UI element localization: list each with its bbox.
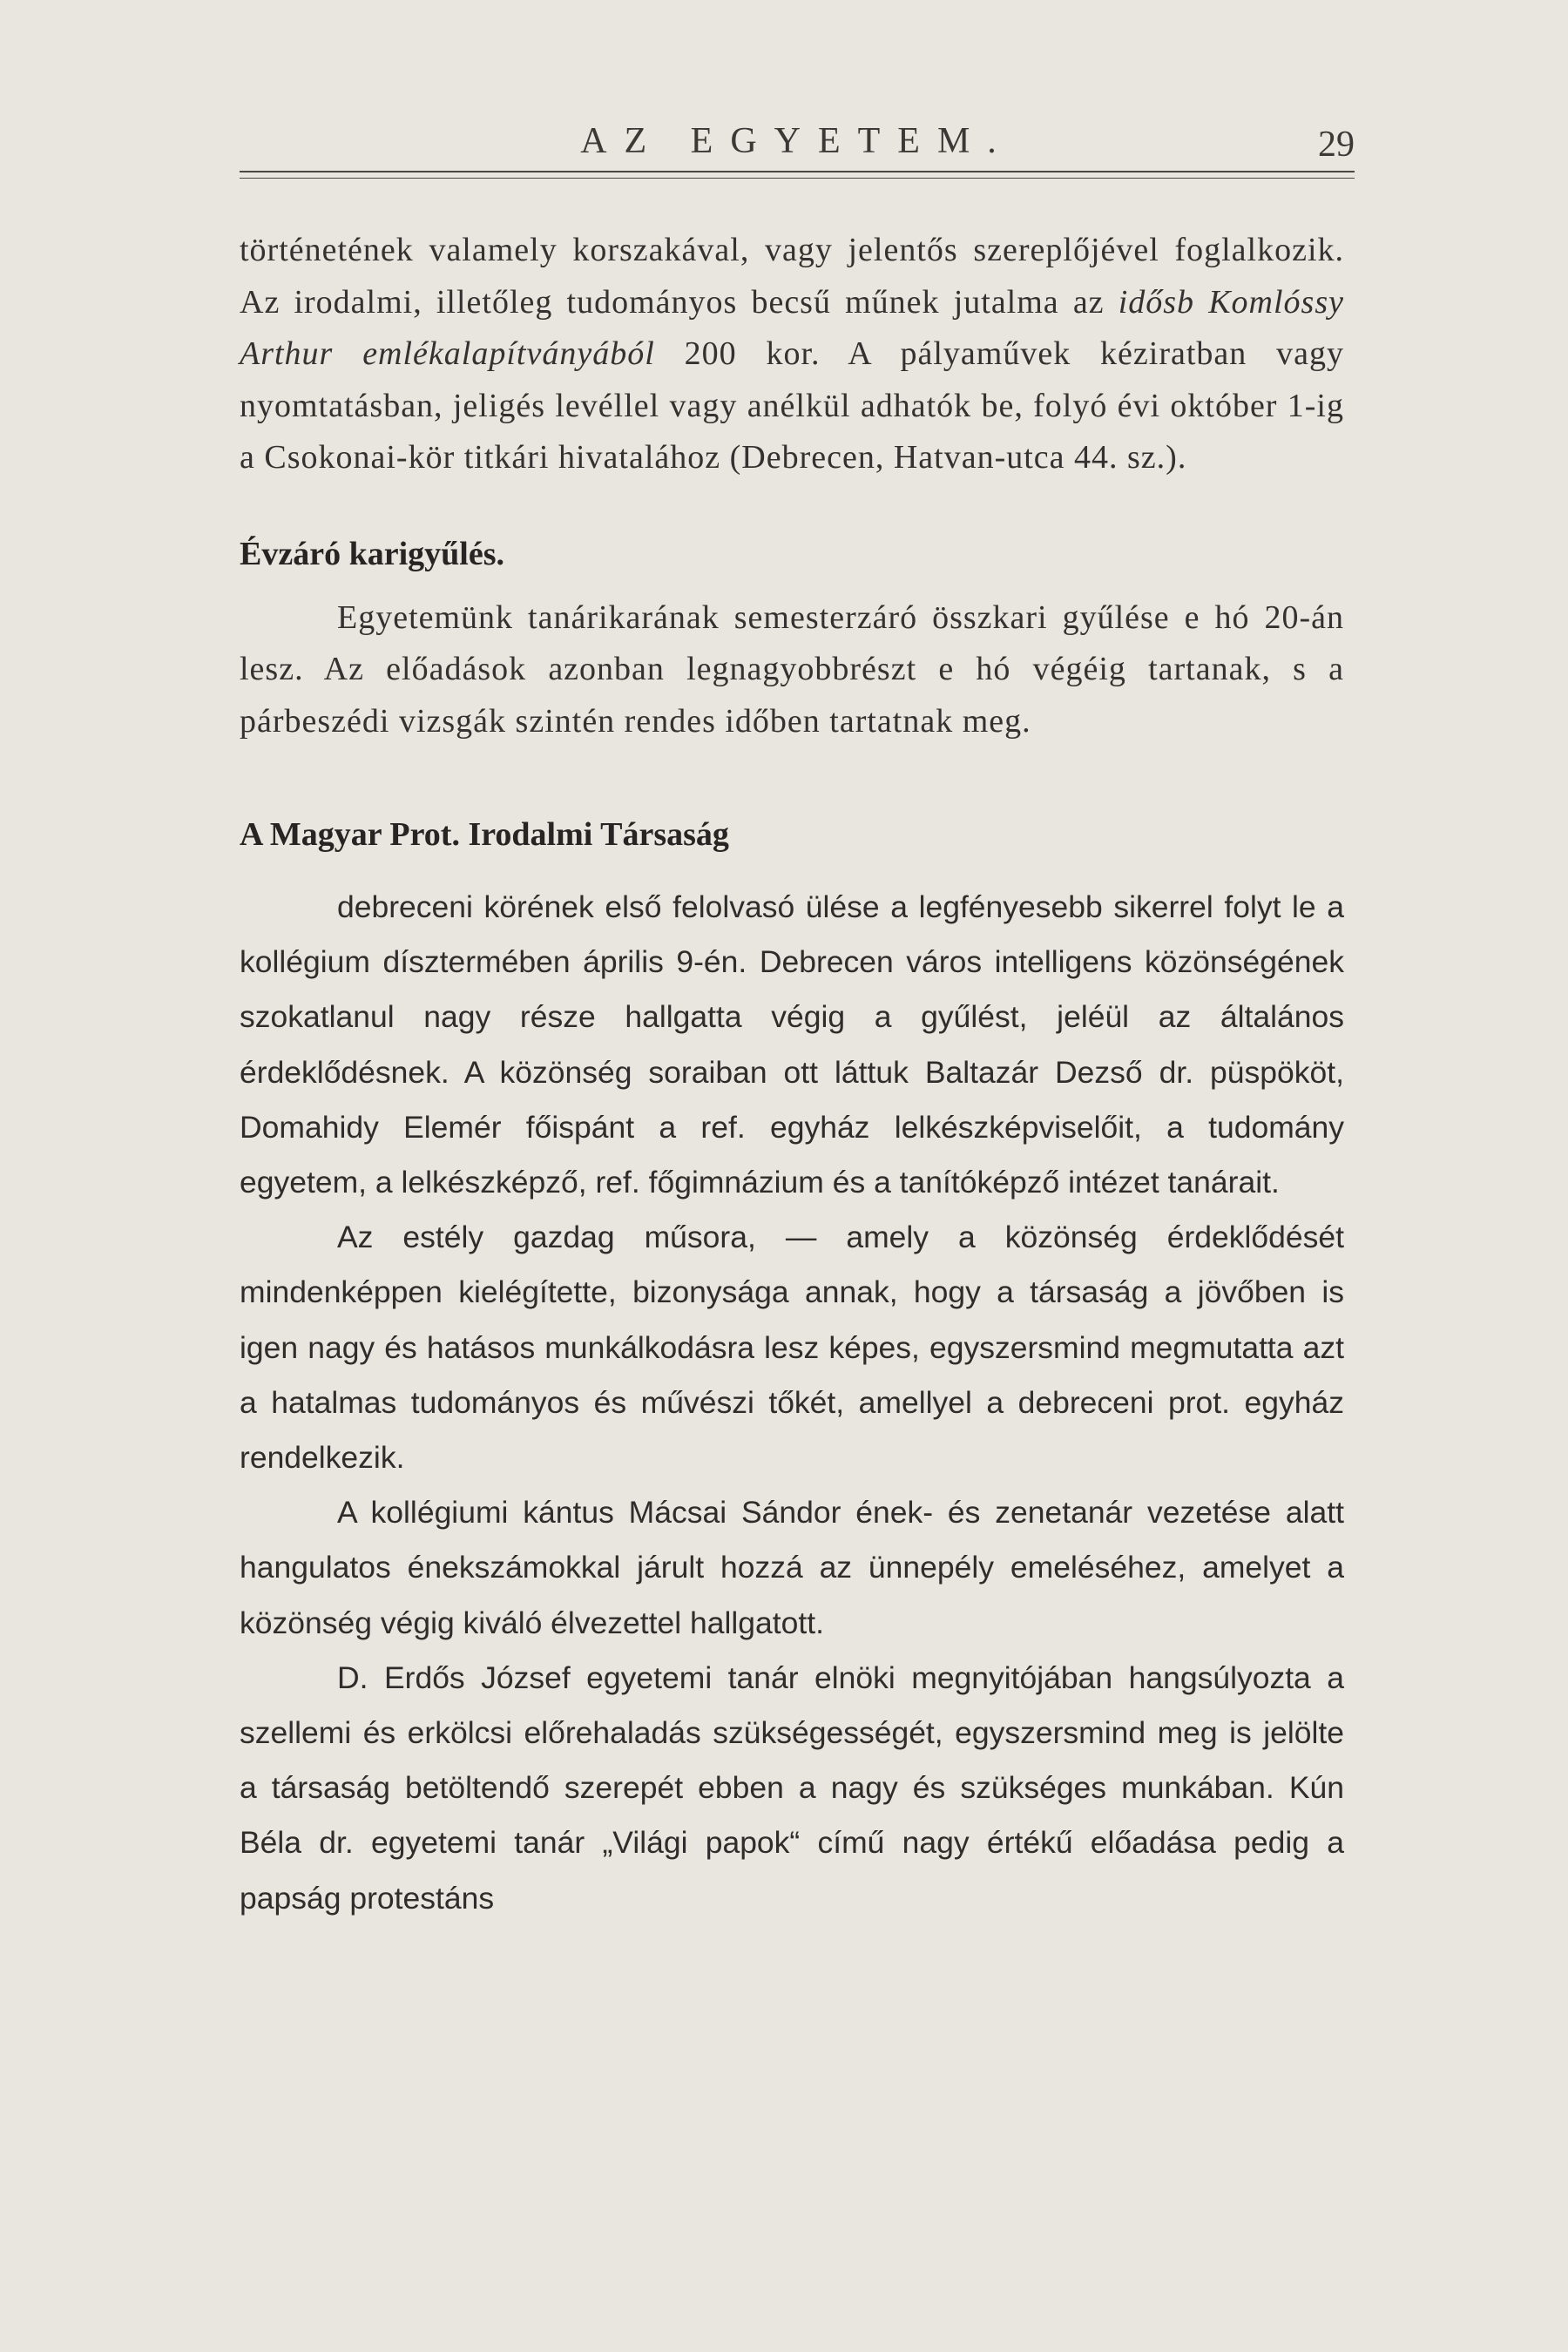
paragraph-tarsasag-4: D. Erdős József egyetemi tanár elnöki megnyitójában hangsúlyozta a szellemi és erkölcsi előrehaladás szükségességét, egyszersmind meg is jelölte a társaság betöltendő szerepét ebben a nagy és szükséges munkában. Kún Béla dr. egyetemi tanár „Világi papok“ című nagy értékű előadása pedig a papság protestáns xyxy=(240,1659,1344,1916)
running-title: AZ EGYETEM. xyxy=(580,121,1014,161)
italic-fund-name: idősb Komlóssy Arthur emlékalapítványából xyxy=(240,283,1344,372)
heading-evzaro-karigyules: Évzáró karigyűlés. xyxy=(240,535,504,572)
paragraph-evzaro: Egyetemünk tanárikarának semesterzáró összkari gyűlése e hó 20-án lesz. Az előadások azonban legnagyobbrészt e hó végéig tartanak, s a párbeszédi vizsgák szintén rendes időben tartatnak meg. xyxy=(240,598,1344,740)
paragraph-text: történetének valamely korszakával, vagy jelentős szereplőjével foglalkozik. Az irodalmi, illetőleg tudományos becsű műnek jutalma az xyxy=(240,232,1344,321)
paragraph-prize-announcement xyxy=(240,225,1344,484)
page-number: 29 xyxy=(1318,125,1355,165)
paragraph-tarsasag-2: Az estély gazdag műsora, — amely a közönség érdeklődését mindenképpen kielégítette, bizonysága annak, hogy a társaság a jövőben is igen nagy és hatásos munkálkodásra lesz képes, egyszersmind megmutatta azt a hatalmas tudományos és művészi tőkét, amellyel a debreceni prot. egyház rendelkezik. xyxy=(240,1220,1344,1476)
header-rule xyxy=(240,171,1355,179)
running-header xyxy=(240,120,1355,181)
paragraph-tarsasag-3: A kollégiumi kántus Mácsai Sándor ének- és zenetanár vezetése alatt hangulatos énekszámokkal járult hozzá az ünnepély emeléséhez, amelyet a közönség végig kiváló élvezettel hallgatott. xyxy=(240,1495,1344,1640)
body-text xyxy=(240,225,1344,1926)
paragraph-text: 200 kor. A pályaművek kéziratban vagy nyomtatásban, jeligés levéllel vagy anélkül adhatók be, folyó évi október 1-ig a Csokonai-kör titkári hivatalához (Debrecen, Hatvan-utca 44. sz.). xyxy=(240,335,1344,476)
heading-irodalmi-tarsasag: A Magyar Prot. Irodalmi Társaság xyxy=(240,816,729,853)
paragraph-tarsasag-1: debreceni körének első felolvasó ülése a legfényesebb sikerrel folyt le a kollégium dísztermében április 9-én. Debrecen város intelligens közönségének szokatlanul nagy része hallgatta végig a gyűlést, jeléül az általános érdeklődésnek. A közönség soraiban ott láttuk Baltazár Dezső dr. püspököt, Domahidy Elemér főispánt a ref. egyház lelkészképviselőit, a tudomány egyetem, a lelkészképző, ref. főgimnázium és a tanítóképző intézet tanárait. xyxy=(240,889,1344,1200)
